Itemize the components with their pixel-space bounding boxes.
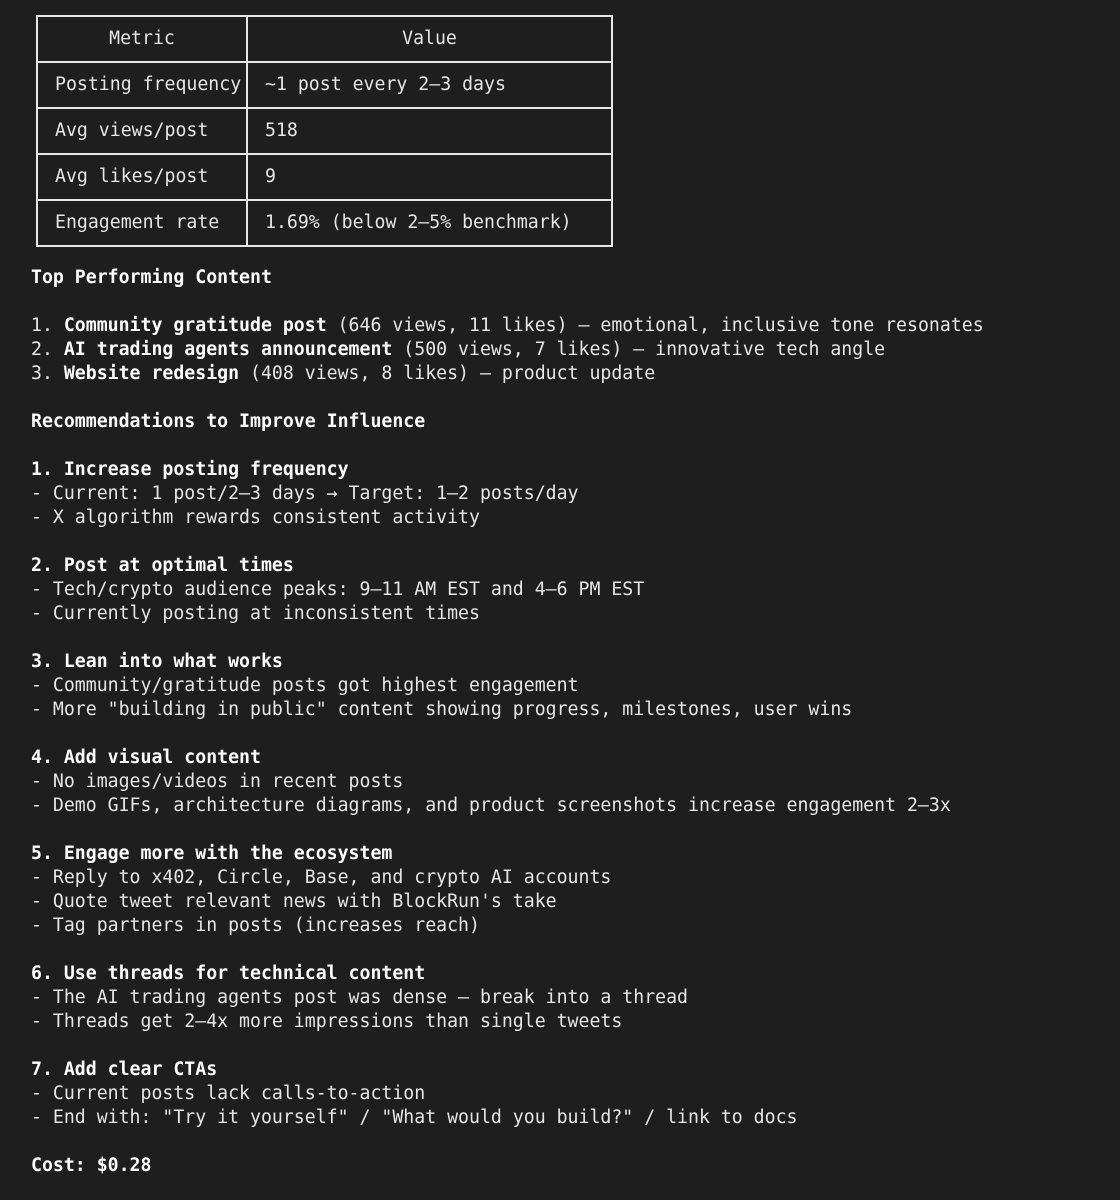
recommendation-point: - End with: "Try it yourself" / "What would you build?" / link to docs bbox=[31, 1107, 798, 1128]
table-cell: Avg views/post bbox=[37, 108, 247, 154]
column-header: Metric bbox=[37, 16, 247, 62]
table-cell: Avg likes/post bbox=[37, 154, 247, 200]
metrics-table bbox=[36, 15, 613, 247]
table-header-row bbox=[37, 16, 612, 62]
table-row bbox=[37, 154, 612, 200]
item-title: Community gratitude post bbox=[63, 315, 327, 336]
item-title: Website redesign bbox=[63, 363, 240, 384]
recommendation-point: - No images/videos in recent posts bbox=[31, 771, 404, 792]
recommendations-heading: Recommendations to Improve Influence bbox=[31, 411, 426, 432]
recommendation-title: 6. Use threads for technical content bbox=[31, 963, 426, 984]
cost-summary: Cost: $0.28 bbox=[31, 1155, 152, 1176]
recommendation-point: - Reply to x402, Circle, Base, and crypto AI accounts bbox=[31, 867, 612, 888]
recommendation-point: - More "building in public" content showing progress, milestones, user wins bbox=[31, 699, 853, 720]
top-content-heading: Top Performing Content bbox=[31, 267, 272, 288]
table-cell: ~1 post every 2–3 days bbox=[247, 62, 612, 108]
list-item bbox=[31, 362, 655, 386]
recommendation-point: - Tech/crypto audience peaks: 9–11 AM EST and 4–6 PM EST bbox=[31, 579, 645, 600]
table-cell: Engagement rate bbox=[37, 200, 247, 246]
table-row bbox=[37, 108, 612, 154]
item-number: 2. bbox=[31, 339, 64, 360]
recommendation-title: 1. Increase posting frequency bbox=[31, 459, 349, 480]
item-detail: (500 views, 7 likes) — innovative tech angle bbox=[392, 339, 886, 360]
recommendation-point: - Community/gratitude posts got highest engagement bbox=[31, 675, 579, 696]
list-item bbox=[31, 314, 984, 338]
recommendation-title: 7. Add clear CTAs bbox=[31, 1059, 218, 1080]
table-cell: Posting frequency bbox=[37, 62, 247, 108]
recommendation-point: - Tag partners in posts (increases reach) bbox=[31, 915, 480, 936]
recommendation-title: 2. Post at optimal times bbox=[31, 555, 294, 576]
recommendation-point: - Current: 1 post/2–3 days → Target: 1–2 posts/day bbox=[31, 483, 579, 504]
recommendation-point: - Currently posting at inconsistent times bbox=[31, 603, 480, 624]
recommendation-point: - Threads get 2–4x more impressions than single tweets bbox=[31, 1011, 623, 1032]
table-row bbox=[37, 62, 612, 108]
item-number: 3. bbox=[31, 363, 64, 384]
table-row bbox=[37, 200, 612, 246]
table-cell: 518 bbox=[247, 108, 612, 154]
item-title: AI trading agents announcement bbox=[63, 339, 393, 360]
recommendation-title: 3. Lean into what works bbox=[31, 651, 283, 672]
recommendation-point: - Current posts lack calls-to-action bbox=[31, 1083, 426, 1104]
recommendation-title: 5. Engage more with the ecosystem bbox=[31, 843, 393, 864]
recommendation-point: - Demo GIFs, architecture diagrams, and product screenshots increase engagement 2–3x bbox=[31, 795, 951, 816]
table-cell: 9 bbox=[247, 154, 612, 200]
item-detail: (408 views, 8 likes) — product update bbox=[239, 363, 656, 384]
recommendation-point: - Quote tweet relevant news with BlockRun's take bbox=[31, 891, 557, 912]
recommendation-point: - The AI trading agents post was dense — break into a thread bbox=[31, 987, 688, 1008]
column-header: Value bbox=[247, 16, 612, 62]
recommendation-point: - X algorithm rewards consistent activity bbox=[31, 507, 480, 528]
item-number: 1. bbox=[31, 315, 64, 336]
list-item bbox=[31, 338, 885, 362]
recommendation-title: 4. Add visual content bbox=[31, 747, 261, 768]
table-cell: 1.69% (below 2–5% benchmark) bbox=[247, 200, 612, 246]
item-detail: (646 views, 11 likes) — emotional, inclusive tone resonates bbox=[326, 315, 984, 336]
